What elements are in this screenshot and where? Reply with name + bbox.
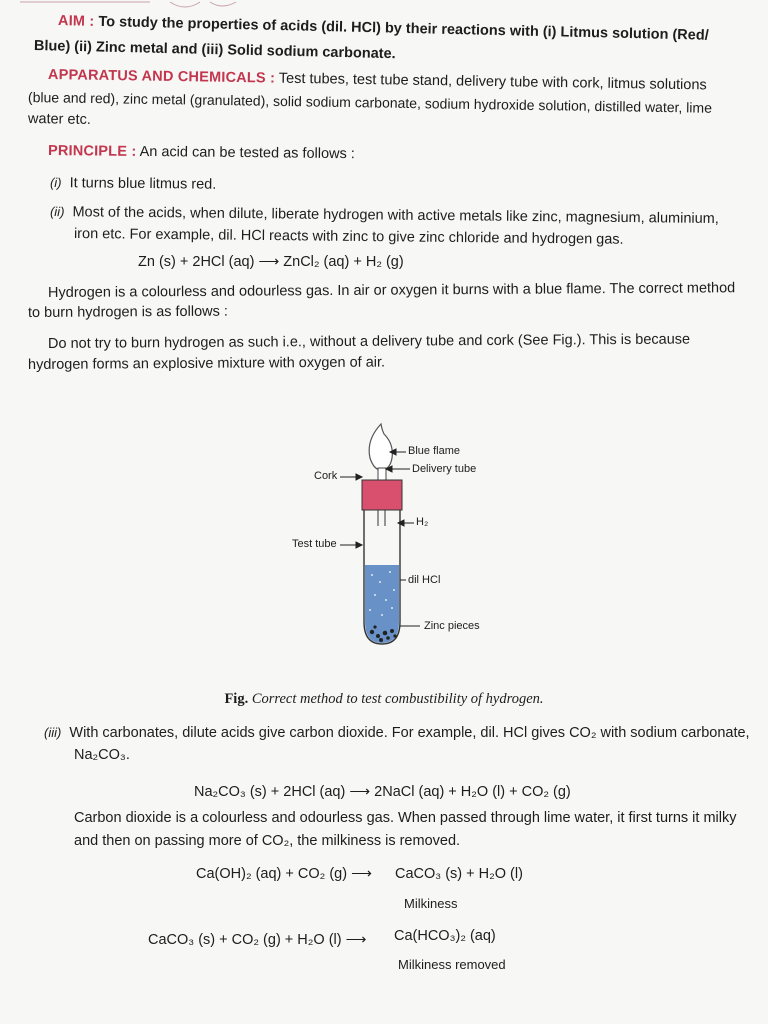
label-dil-hcl: dil HCl (408, 574, 441, 586)
warning-para-line-1: Do not try to burn hydrogen as such i.e., without a delivery tube and cork (See Fig.). This is because (47, 331, 691, 352)
milkiness-removed-note: Milkiness removed (398, 957, 506, 972)
equation-bicarbonate-right: Ca(HCO₃)₂ (aq) (394, 928, 496, 944)
item-ii-number: (ii) (49, 204, 65, 220)
equation-sodium-carbonate: Na₂CO₃ (s) + 2HCl (aq) ⟶ 2NaCl (aq) + H₂O (l) + CO₂ (g) (194, 784, 571, 800)
aim-text-1: To study the properties of acids (dil. HCl) by their reactions with (i) Litmus solution (Red/ (98, 13, 709, 44)
equation-lime-water-right: CaCO₃ (s) + H₂O (l) (395, 866, 523, 882)
label-h2: H₂ (416, 516, 429, 528)
principle-item-ii-line-2: iron etc. For example, dil. HCl reacts with zinc to give zinc chloride and hydrogen gas. (73, 226, 624, 248)
milkiness-note: Milkiness (404, 896, 458, 911)
delivery-tube-shape (378, 468, 386, 480)
hydrogen-para-line-1: Hydrogen is a colourless and odourless gas. In air or oxygen it burns with a blue flame. The correct method (47, 280, 736, 301)
label-delivery-tube: Delivery tube (412, 463, 477, 475)
top-decoration (0, 0, 768, 14)
equation-zinc-hcl: Zn (s) + 2HCl (aq) ⟶ ZnCl₂ (aq) + H₂ (g) (138, 254, 404, 270)
aim-label: AIM : (57, 13, 95, 30)
principle-label: PRINCIPLE : (47, 143, 137, 160)
warning-para-line-2: hydrogen forms an explosive mixture with oxygen of air. (27, 354, 386, 373)
item-iii-number: (iii) (44, 725, 62, 740)
apparatus-line-3: water etc. (27, 111, 91, 128)
hydrogen-test-figure (0, 400, 768, 670)
label-blue-flame: Blue flame (408, 445, 460, 457)
item-i-text: It turns blue litmus red. (69, 175, 217, 193)
item-ii-text-1: Most of the acids, when dilute, liberate hydrogen with active metals like zinc, magnesium, aluminium, (72, 204, 719, 228)
apparatus-label: APPARATUS AND CHEMICALS : (47, 67, 276, 87)
item-i-number: (i) (49, 175, 62, 191)
aim-line-2: Blue) (ii) Zinc metal and (iii) Solid sodium carbonate. (33, 38, 396, 63)
label-cork: Cork (314, 470, 338, 482)
carbonates-line-1 (44, 724, 750, 742)
equation-lime-water-left: Ca(OH)₂ (aq) + CO₂ (g) ⟶ (196, 866, 372, 882)
figure-caption (0, 691, 768, 708)
label-zinc-pieces: Zinc pieces (424, 620, 480, 632)
principle-line (48, 142, 355, 163)
blue-flame-shape (369, 424, 392, 470)
co2-para-line-2: and then on passing more of CO₂, the milkiness is removed. (74, 833, 461, 849)
caption-prefix: Fig. (224, 691, 249, 707)
carbonates-line-2: Na₂CO₃. (74, 747, 130, 763)
apparatus-line-2: (blue and red), zinc metal (granulated), solid sodium carbonate, sodium hydroxide solution, distilled water, lime (27, 89, 713, 116)
caption-text: Correct method to test combustibility of hydrogen. (251, 691, 544, 707)
carbonates-text-1: With carbonates, dilute acids give carbon dioxide. For example, dil. HCl gives CO₂ with sodium carbonate, (69, 725, 750, 741)
co2-para-line-1: Carbon dioxide is a colourless and odourless gas. When passed through lime water, it first turns it milky (74, 810, 737, 826)
cork-shape (362, 480, 402, 510)
label-test-tube: Test tube (292, 538, 337, 550)
principle-intro: An acid can be tested as follows : (139, 143, 355, 163)
apparatus-text-1: Test tubes, test tube stand, delivery tube with cork, litmus solutions (278, 70, 707, 94)
principle-item-i (50, 174, 216, 194)
hydrogen-para-line-2: to burn hydrogen is as follows : (27, 303, 228, 321)
equation-bicarbonate-left: CaCO₃ (s) + CO₂ (g) + H₂O (l) ⟶ (148, 932, 367, 948)
principle-item-ii-line-1 (50, 203, 719, 228)
